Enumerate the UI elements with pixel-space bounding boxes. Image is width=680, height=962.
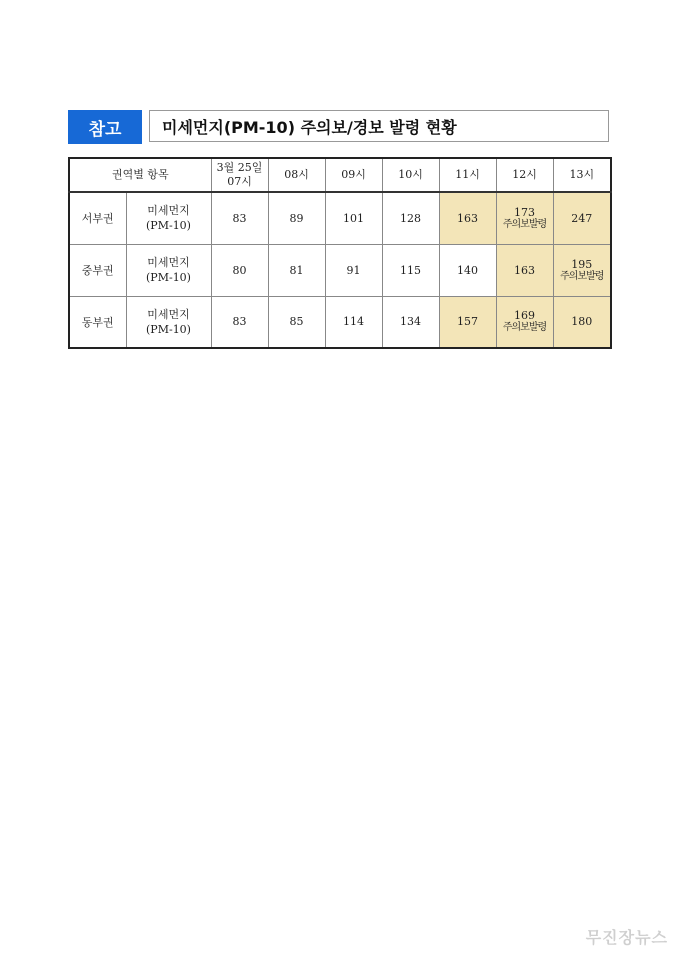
concentration-value: 128 bbox=[400, 211, 422, 225]
value-cell bbox=[496, 192, 553, 244]
value-cell bbox=[553, 244, 611, 296]
concentration-value: 169 bbox=[514, 309, 536, 323]
concentration-value: 140 bbox=[457, 263, 479, 277]
concentration-value: 85 bbox=[289, 315, 304, 329]
concentration-value: 89 bbox=[289, 211, 304, 225]
table-row bbox=[69, 192, 611, 244]
concentration-value: 180 bbox=[571, 315, 593, 329]
region-cell: 동부권 bbox=[69, 296, 126, 348]
value-cell bbox=[325, 244, 382, 296]
region-cell: 서부권 bbox=[69, 192, 126, 244]
value-cell bbox=[439, 244, 496, 296]
value-cell bbox=[496, 244, 553, 296]
value-cell bbox=[382, 244, 439, 296]
value-cell bbox=[211, 296, 268, 348]
table-row bbox=[69, 296, 611, 348]
value-cell bbox=[268, 192, 325, 244]
alert-note: 주의보발령 bbox=[502, 218, 547, 230]
time-header: 10시 bbox=[382, 158, 439, 192]
alert-note: 주의보발령 bbox=[560, 270, 604, 282]
time-header: 08시 bbox=[268, 158, 325, 192]
value-cell bbox=[325, 192, 382, 244]
concentration-value: 157 bbox=[457, 315, 479, 329]
concentration-value: 114 bbox=[343, 315, 365, 329]
concentration-value: 163 bbox=[514, 263, 536, 277]
time-header: 3월 25일 07시 bbox=[211, 158, 268, 192]
value-cell bbox=[439, 296, 496, 348]
concentration-value: 81 bbox=[289, 263, 304, 277]
section-header bbox=[68, 110, 610, 144]
time-header: 09시 bbox=[325, 158, 382, 192]
time-header: 11시 bbox=[439, 158, 496, 192]
concentration-value: 134 bbox=[400, 315, 422, 329]
item-cell: 미세먼지 (PM-10) bbox=[126, 244, 211, 296]
reference-badge: 참고 bbox=[68, 110, 142, 144]
value-cell bbox=[268, 244, 325, 296]
alert-note: 주의보발령 bbox=[502, 322, 547, 334]
table-row bbox=[69, 244, 611, 296]
concentration-value: 173 bbox=[514, 205, 536, 219]
concentration-value: 91 bbox=[346, 263, 361, 277]
watermark-logo: 무진장뉴스 bbox=[585, 928, 668, 947]
value-cell bbox=[325, 296, 382, 348]
time-header: 12시 bbox=[496, 158, 553, 192]
concentration-value: 83 bbox=[232, 211, 247, 225]
region-cell: 중부권 bbox=[69, 244, 126, 296]
concentration-value: 195 bbox=[571, 257, 593, 271]
value-cell bbox=[439, 192, 496, 244]
page-title: 미세먼지(PM-10) 주의보/경보 발령 현황 bbox=[149, 110, 609, 142]
value-cell bbox=[553, 192, 611, 244]
concentration-value: 247 bbox=[571, 211, 593, 225]
table-header-row bbox=[69, 158, 611, 192]
pm10-alert-table bbox=[68, 157, 612, 349]
concentration-value: 101 bbox=[343, 211, 365, 225]
corner-header: 권역별 항목 bbox=[69, 158, 211, 192]
concentration-value: 115 bbox=[400, 263, 422, 277]
value-cell bbox=[553, 296, 611, 348]
value-cell bbox=[211, 192, 268, 244]
item-cell: 미세먼지 (PM-10) bbox=[126, 296, 211, 348]
item-cell: 미세먼지 (PM-10) bbox=[126, 192, 211, 244]
concentration-value: 163 bbox=[457, 211, 479, 225]
value-cell bbox=[211, 244, 268, 296]
concentration-value: 83 bbox=[232, 315, 247, 329]
value-cell bbox=[382, 296, 439, 348]
value-cell bbox=[382, 192, 439, 244]
value-cell bbox=[496, 296, 553, 348]
time-header: 13시 bbox=[553, 158, 611, 192]
concentration-value: 80 bbox=[232, 263, 247, 277]
value-cell bbox=[268, 296, 325, 348]
